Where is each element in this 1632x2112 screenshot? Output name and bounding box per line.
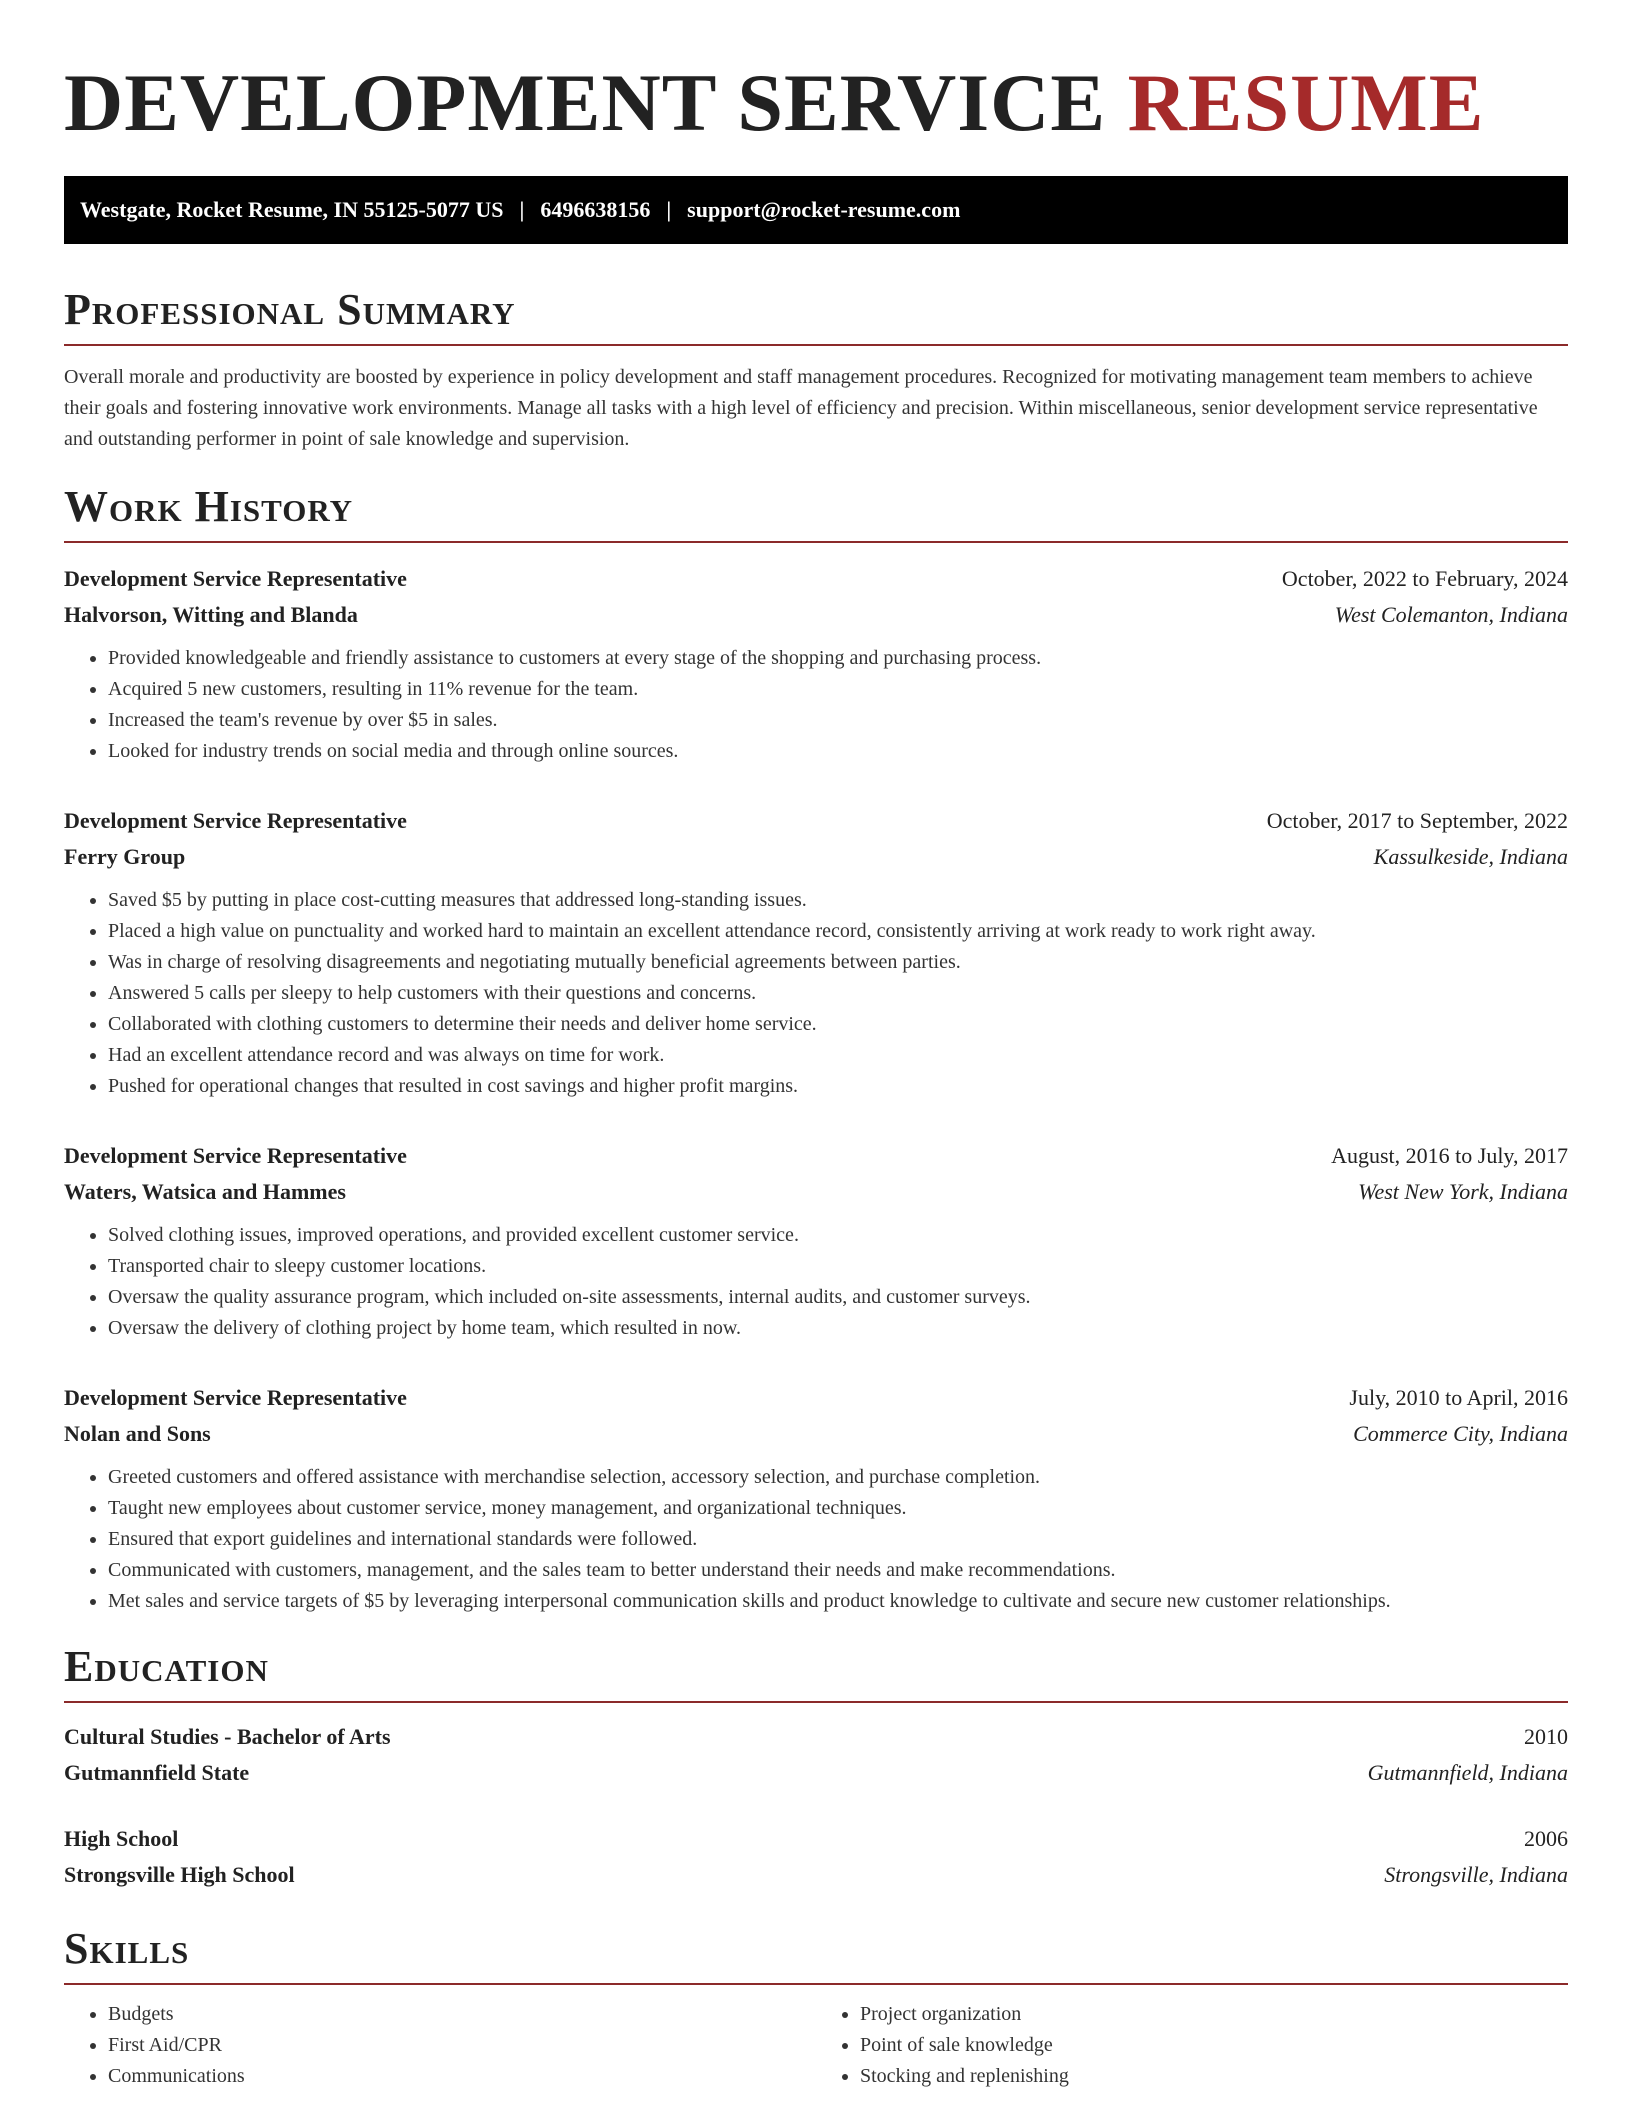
education-year: 2010 [1524, 1724, 1568, 1749]
job-bullet: • Was in charge of resolving disagreements and negotiating mutually beneficial agreements between parties. [108, 947, 1568, 978]
job-company: Nolan and Sons [64, 1421, 211, 1446]
title-main: DEVELOPMENT SERVICE [64, 57, 1128, 148]
contact-email: support@rocket-resume.com [687, 197, 961, 222]
education-degree: Cultural Studies - Bachelor of Arts [64, 1724, 391, 1749]
skills-columns [64, 1999, 1568, 2092]
education-year: 2006 [1524, 1826, 1568, 1851]
job-dates: October, 2017 to September, 2022 [1266, 808, 1568, 833]
job-title: Development Service Representative [64, 1385, 407, 1410]
job-bullets [64, 1220, 1568, 1344]
job-bullet: • Taught new employees about customer service, money management, and organizational techniques. [108, 1493, 1568, 1524]
skill-item: • Project organization [860, 1999, 1568, 2030]
contact-phone: 6496638156 [540, 197, 651, 222]
job-title: Development Service Representative [64, 808, 407, 833]
job-bullet: • Collaborated with clothing customers to determine their needs and deliver home service. [108, 1009, 1568, 1040]
job-location: West Colemanton, Indiana [1334, 602, 1568, 627]
skill-item: • Stocking and replenishing [860, 2061, 1568, 2092]
job-entry [64, 1380, 1568, 1617]
education-location: Gutmannfield, Indiana [1367, 1760, 1568, 1785]
skill-item: • Point of sale knowledge [860, 2030, 1568, 2061]
education-entry [64, 1719, 1568, 1791]
job-entry [64, 1138, 1568, 1344]
job-bullet: • Answered 5 calls per sleepy to help customers with their questions and concerns. [108, 978, 1568, 1009]
job-bullets [64, 1462, 1568, 1617]
resume-title [64, 58, 1568, 148]
job-bullet: • Oversaw the quality assurance program, which included on-site assessments, internal audits, and customer surveys. [108, 1282, 1568, 1313]
job-bullet: • Saved $5 by putting in place cost-cutting measures that addressed long-standing issues. [108, 885, 1568, 916]
job-bullet: • Met sales and service targets of $5 by leveraging interpersonal communication skills and product knowledge to cultivate and secure new customer relationships. [108, 1586, 1568, 1617]
job-dates: August, 2016 to July, 2017 [1331, 1143, 1568, 1168]
job-location: Kassulkeside, Indiana [1373, 844, 1568, 869]
skill-item: • First Aid/CPR [108, 2030, 816, 2061]
section-heading: Work History [64, 481, 1568, 543]
education-school: Gutmannfield State [64, 1760, 250, 1785]
education-section [64, 1641, 1568, 1893]
skills-list-left [64, 1999, 816, 2092]
job-entry [64, 803, 1568, 1102]
job-bullets [64, 643, 1568, 767]
job-dates: October, 2022 to February, 2024 [1281, 566, 1568, 591]
title-accent: RESUME [1127, 57, 1485, 148]
education-degree: High School [64, 1826, 179, 1851]
skill-item: • Communications [108, 2061, 816, 2092]
resume-page [64, 0, 1568, 2092]
education-school: Strongsville High School [64, 1862, 295, 1887]
summary-section [64, 284, 1568, 455]
job-bullet: • Had an excellent attendance record and was always on time for work. [108, 1040, 1568, 1071]
job-company: Waters, Watsica and Hammes [64, 1179, 346, 1204]
skills-section [64, 1923, 1568, 2092]
job-entry [64, 561, 1568, 767]
job-title: Development Service Representative [64, 566, 407, 591]
education-entry [64, 1821, 1568, 1893]
job-bullet: • Solved clothing issues, improved operations, and provided excellent customer service. [108, 1220, 1568, 1251]
job-dates: July, 2010 to April, 2016 [1349, 1385, 1568, 1410]
job-bullet: • Increased the team's revenue by over $5 in sales. [108, 705, 1568, 736]
section-heading: Professional Summary [64, 284, 1568, 346]
contact-separator: | [519, 197, 525, 222]
summary-text: Overall morale and productivity are boosted by experience in policy development and staff management procedures. Recognized for motivating management team members to achieve their goals and fostering innovative work environments. Manage all tasks with a high level of efficiency and precision. Within miscellaneous, senior development service representative and outstanding performer in point of sale knowledge and supervision. [64, 366, 1538, 450]
job-bullet: • Ensured that export guidelines and international standards were followed. [108, 1524, 1568, 1555]
skills-list-right [816, 1999, 1568, 2092]
job-bullet: • Acquired 5 new customers, resulting in 11% revenue for the team. [108, 674, 1568, 705]
job-bullets [64, 885, 1568, 1102]
work-history-section [64, 481, 1568, 1617]
job-company: Ferry Group [64, 844, 186, 869]
contact-bar [64, 176, 1568, 244]
job-bullet: • Oversaw the delivery of clothing project by home team, which resulted in now. [108, 1313, 1568, 1344]
job-bullet: • Transported chair to sleepy customer locations. [108, 1251, 1568, 1282]
job-title: Development Service Representative [64, 1143, 407, 1168]
job-location: Commerce City, Indiana [1353, 1421, 1568, 1446]
contact-address: Westgate, Rocket Resume, IN 55125-5077 US [80, 197, 504, 222]
section-heading: Education [64, 1641, 1568, 1703]
job-bullet: • Placed a high value on punctuality and worked hard to maintain an excellent attendance record, consistently arriving at work ready to work right away. [108, 916, 1568, 947]
job-bullet: • Communicated with customers, management, and the sales team to better understand their needs and make recommendations. [108, 1555, 1568, 1586]
job-bullet: • Pushed for operational changes that resulted in cost savings and higher profit margins. [108, 1071, 1568, 1102]
skill-item: • Budgets [108, 1999, 816, 2030]
job-bullet: • Greeted customers and offered assistance with merchandise selection, accessory selection, and purchase completion. [108, 1462, 1568, 1493]
job-company: Halvorson, Witting and Blanda [64, 602, 358, 627]
contact-separator: | [666, 197, 672, 222]
section-heading: Skills [64, 1923, 1568, 1985]
job-location: West New York, Indiana [1358, 1179, 1568, 1204]
job-bullet: • Provided knowledgeable and friendly assistance to customers at every stage of the shopping and purchasing process. [108, 643, 1568, 674]
job-bullet: • Looked for industry trends on social media and through online sources. [108, 736, 1568, 767]
education-location: Strongsville, Indiana [1384, 1862, 1568, 1887]
